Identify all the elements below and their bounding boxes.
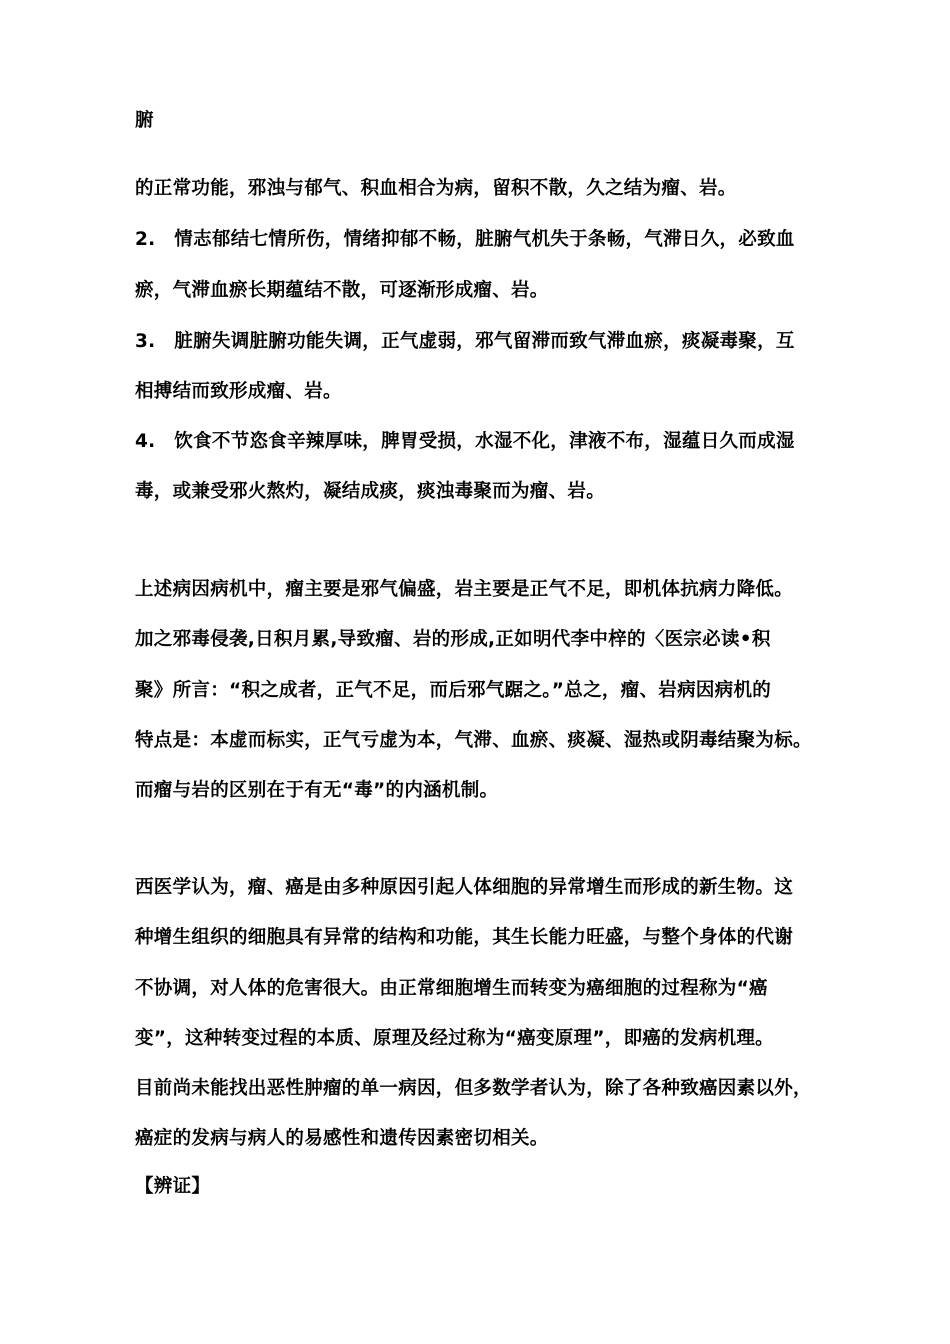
paragraph-line: 上述病因病机中，瘤主要是邪气偏盛，岩主要是正气不足，即机体抗病力降低。	[135, 579, 794, 600]
list-item-4-line-2: 毒，或兼受邪火熬灼，凝结成痰，痰浊毒聚而为瘤、岩。	[135, 481, 606, 502]
list-item-4-line-1: 4. 饮食不节恣食辛辣厚味，脾胃受损，水湿不化，津液不布，湿蕴日久而成湿	[135, 431, 795, 452]
text-line: 的正常功能，邪浊与郁气、积血相合为病，留积不散，久之结为瘤、岩。	[135, 178, 737, 199]
paragraph-line: 加之邪毒侵袭,日积月累,导致瘤、岩的形成,正如明代李中梓的〈医宗必读•积	[135, 629, 771, 650]
paragraph-line: 而瘤与岩的区别在于有无“毒”的内涵机制。	[135, 780, 499, 801]
paragraph-line: 不协调，对人体的危害很大。由正常细胞增生而转变为癌细胞的过程称为“癌	[135, 978, 768, 999]
list-item-3-line-1: 3. 脏腑失调脏腑功能失调，正气虚弱，邪气留滞而致气滞血瘀，痰凝毒聚，互	[135, 331, 795, 352]
section-heading: 【辨证】	[135, 1176, 211, 1197]
paragraph-line: 西医学认为，瘤、癌是由多种原因引起人体细胞的异常增生而形成的新生物。这	[135, 877, 794, 898]
paragraph-line: 癌症的发病与病人的易感性和遗传因素密切相关。	[135, 1128, 549, 1149]
list-item-2-line-2: 瘀，气滞血瘀长期蕴结不散，可逐渐形成瘤、岩。	[135, 280, 549, 301]
text-line: 腑	[135, 110, 154, 131]
list-item-2-line-1: 2. 情志郁结七情所伤，情绪抑郁不畅，脏腑气机失于条畅，气滞日久，必致血	[135, 229, 795, 250]
paragraph-line: 聚》所言：“积之成者，正气不足，而后邪气踞之。”总之，瘤、岩病因病机的	[135, 680, 772, 701]
paragraph-line: 种增生组织的细胞具有异常的结构和功能，其生长能力旺盛，与整个身体的代谢	[135, 927, 794, 948]
list-item-3-line-2: 相搏结而致形成瘤、岩。	[135, 381, 342, 402]
paragraph-line: 目前尚未能找出恶性肿瘤的单一病因，但多数学者认为，除了各种致癌因素以外，	[135, 1078, 812, 1099]
paragraph-line: 变”，这种转变过程的本质、原理及经过称为“癌变原理”，即癌的发病机理。	[135, 1028, 774, 1049]
paragraph-line: 特点是：本虚而标实，正气亏虚为本，气滞、血瘀、痰凝、湿热或阴毒结聚为标。	[135, 730, 812, 751]
